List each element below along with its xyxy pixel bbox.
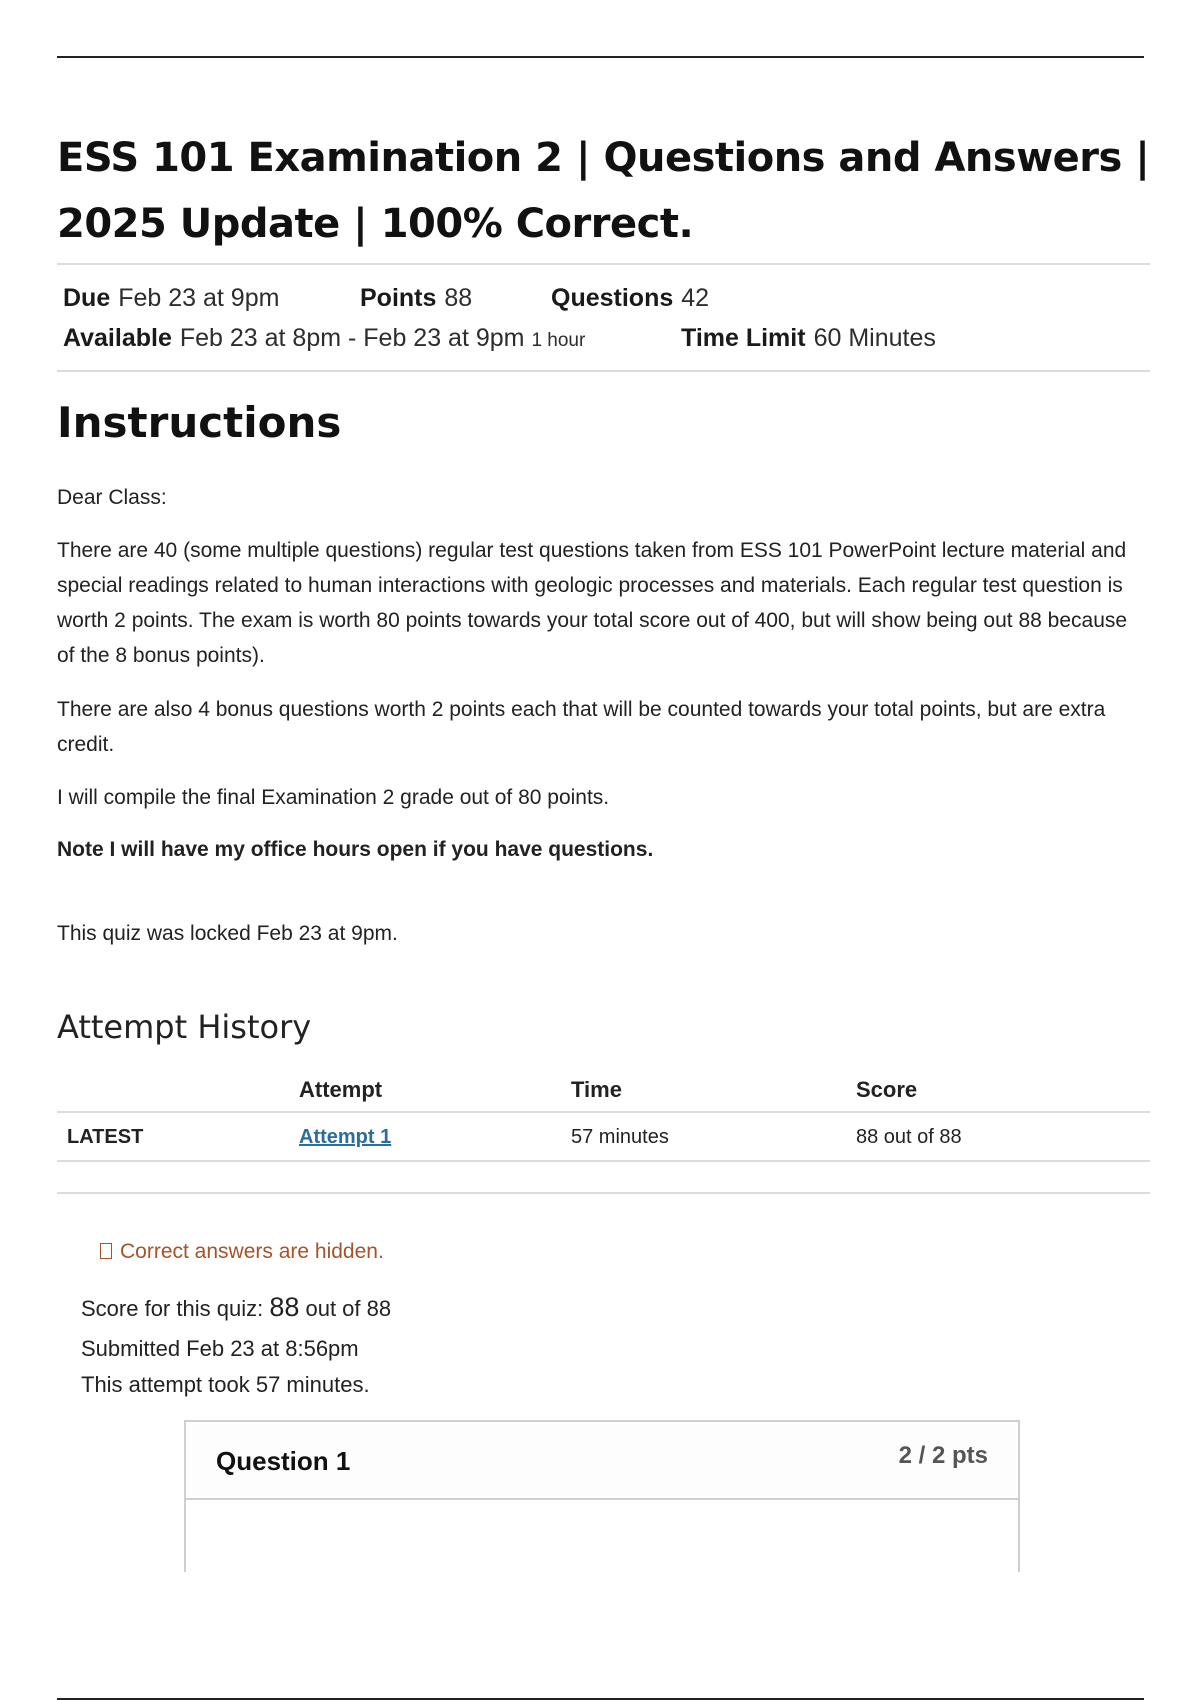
- instructions-heading: Instructions: [57, 398, 342, 447]
- divider: [57, 1192, 1150, 1194]
- office-hours-note: Note I will have my office hours open if you have questions.: [57, 838, 654, 861]
- questions-meta: [551, 284, 709, 313]
- locked-message: This quiz was locked Feb 23 at 9pm.: [57, 922, 398, 945]
- available-meta: [63, 324, 585, 353]
- column-header-time: Time: [571, 1077, 622, 1102]
- attempt-link[interactable]: Attempt 1: [299, 1126, 392, 1148]
- due-value: Feb 23 at 9pm: [118, 284, 280, 312]
- score-suffix: out of 88: [305, 1296, 392, 1321]
- submitted-line: Submitted Feb 23 at 8:56pm: [81, 1336, 359, 1361]
- meta-row-1: [63, 284, 279, 313]
- table-header-divider: [57, 1111, 1150, 1113]
- hidden-answers-notice: [100, 1240, 384, 1264]
- available-label: Available: [63, 324, 172, 352]
- question-points: 2 / 2 pts: [898, 1442, 988, 1469]
- time-limit-value: 60 Minutes: [813, 324, 936, 352]
- column-header-attempt: Attempt: [299, 1077, 383, 1102]
- time-limit-meta: [681, 324, 936, 353]
- bonus-paragraph: There are also 4 bonus questions worth 2 points each that will be counted towards your total points, but are extra credit.: [57, 698, 1106, 756]
- time-limit-label: Time Limit: [681, 324, 806, 352]
- score-value: 88: [269, 1292, 300, 1322]
- table-row-divider: [57, 1160, 1150, 1162]
- available-value: Feb 23 at 8pm - Feb 23 at 9pm: [179, 324, 525, 352]
- attempt-status: LATEST: [67, 1126, 144, 1148]
- attempt-score: 88 out of 88: [856, 1126, 962, 1148]
- points-label: Points: [360, 284, 437, 312]
- attempt-history-heading: Attempt History: [57, 1008, 312, 1046]
- question-title: Question 1: [216, 1446, 351, 1476]
- score-prefix: Score for this quiz:: [81, 1296, 264, 1321]
- question-header: [186, 1422, 1018, 1500]
- hidden-answers-text: Correct answers are hidden.: [120, 1240, 384, 1263]
- questions-value: 42: [681, 284, 710, 312]
- warning-icon: [100, 1243, 112, 1259]
- due-label: Due: [63, 284, 111, 312]
- points-value: 88: [444, 284, 473, 312]
- available-duration: 1 hour: [531, 330, 586, 351]
- top-rule: [57, 56, 1144, 58]
- column-header-score: Score: [856, 1077, 918, 1102]
- attempt-duration-line: This attempt took 57 minutes.: [81, 1372, 370, 1397]
- question-card: [184, 1420, 1020, 1572]
- divider: [57, 263, 1150, 265]
- page-title: ESS 101 Examination 2 | Questions and Answers | 2025 Update | 100% Correct.: [57, 135, 1150, 247]
- questions-label: Questions: [551, 284, 674, 312]
- points-meta: [360, 284, 472, 313]
- grade-paragraph: I will compile the final Examination 2 grade out of 80 points.: [57, 786, 610, 809]
- quiz-score-line: [81, 1292, 391, 1323]
- greeting-text: Dear Class:: [57, 486, 167, 509]
- instructions-paragraph: There are 40 (some multiple questions) regular test questions taken from ESS 101 PowerPoint lecture material and special readings related to human interactions with geologic processes and materials. Each regular test question is worth 2 points. The exam is worth 80 points towards your total score out of 400, but will show being out 88 because of the 8 bonus points).: [57, 539, 1128, 667]
- divider: [57, 370, 1150, 372]
- attempt-time: 57 minutes: [571, 1126, 669, 1148]
- attempt-link-cell: [299, 1126, 391, 1149]
